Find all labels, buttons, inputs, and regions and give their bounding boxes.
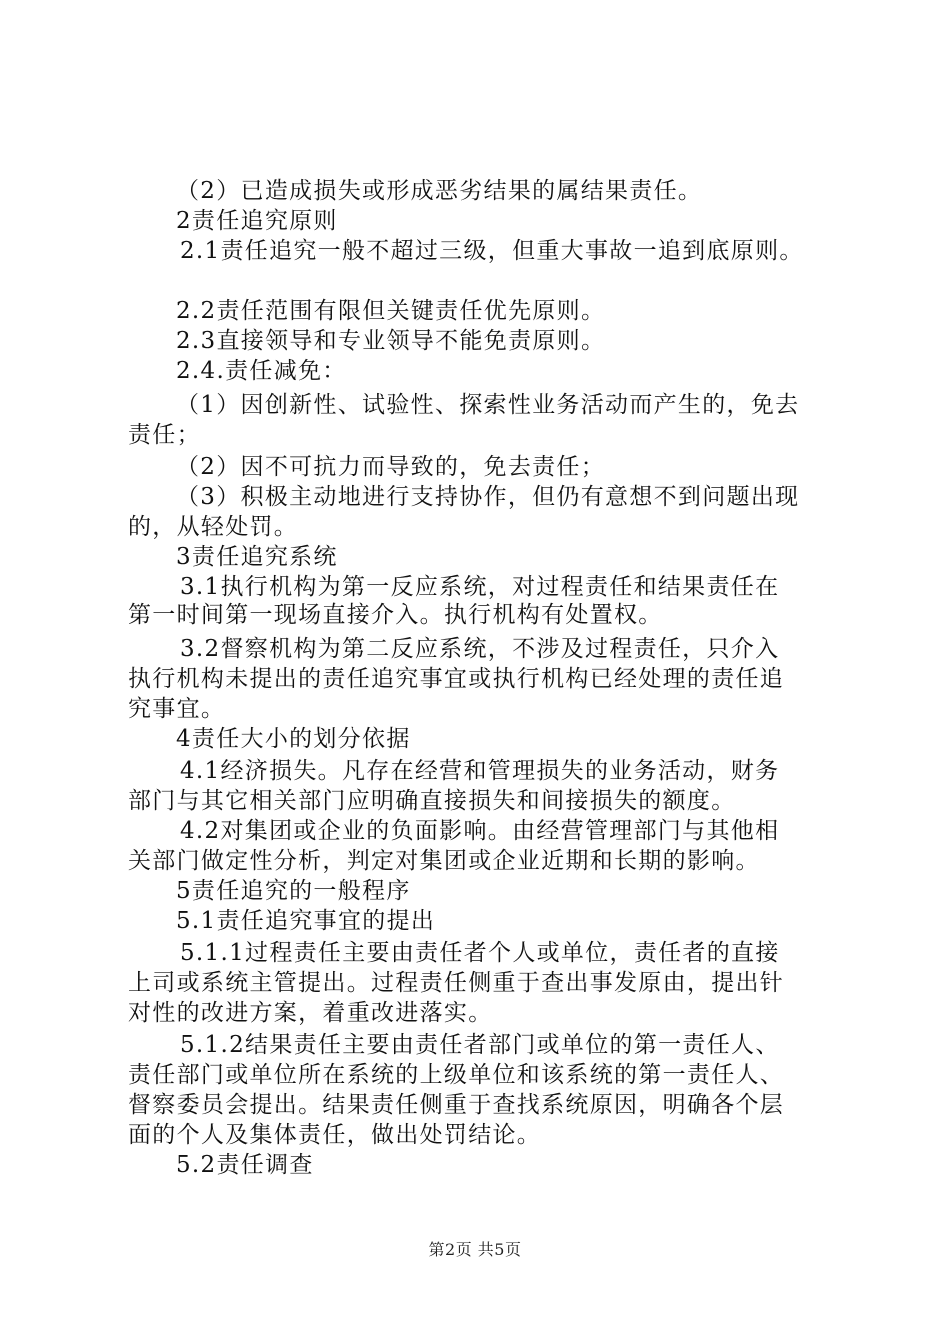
text-line: 3.1执行机构为第一反应系统，对过程责任和结果责任在 xyxy=(180,574,780,600)
text-line: 责任； xyxy=(128,422,201,448)
text-line: 2.1责任追究一般不超过三级，但重大事故一追到底原则。 xyxy=(180,238,804,264)
page-number-footer: 第2页 共5页 xyxy=(428,1240,522,1259)
text-line: 责任部门或单位所在系统的上级单位和该系统的第一责任人、 xyxy=(128,1062,785,1088)
text-line: 4.2对集团或企业的负面影响。由经营管理部门与其他相 xyxy=(180,818,780,844)
text-line: 执行机构未提出的责任追究事宜或执行机构已经处理的责任追 xyxy=(128,666,785,692)
text-line: 部门与其它相关部门应明确直接损失和间接损失的额度。 xyxy=(128,788,736,814)
text-line: 督察委员会提出。结果责任侧重于查找系统原因，明确各个层 xyxy=(128,1092,785,1118)
text-line: 5.1.2结果责任主要由责任者部门或单位的第一责任人、 xyxy=(180,1032,780,1058)
section-heading: 2责任追究原则 xyxy=(176,208,338,234)
text-line: （1）因创新性、试验性、探索性业务活动而产生的，免去 xyxy=(176,392,800,418)
text-line: 第一时间第一现场直接介入。执行机构有处置权。 xyxy=(128,602,663,628)
text-line: 4.1经济损失。凡存在经营和管理损失的业务活动，财务 xyxy=(180,758,780,784)
section-heading: 5责任追究的一般程序 xyxy=(176,878,411,904)
text-line: 2.3直接领导和专业领导不能免责原则。 xyxy=(176,328,606,354)
text-line: 5.1责任追究事宜的提出 xyxy=(176,908,436,934)
text-line: 2.4.责任减免： xyxy=(176,358,347,384)
text-line: （2）因不可抗力而导致的，免去责任； xyxy=(176,454,606,480)
text-line: 上司或系统主管提出。过程责任侧重于查出事发原由，提出针 xyxy=(128,970,785,996)
text-line: （3）积极主动地进行支持协作，但仍有意想不到问题出现 xyxy=(176,484,800,510)
text-line: （2）已造成损失或形成恶劣结果的属结果责任。 xyxy=(176,178,703,204)
text-line: 3.2督察机构为第二反应系统，不涉及过程责任，只介入 xyxy=(180,636,780,662)
text-line: 面的个人及集体责任，做出处罚结论。 xyxy=(128,1122,542,1148)
text-line: 对性的改进方案，着重改进落实。 xyxy=(128,1000,493,1026)
text-line: 2.2责任范围有限但关键责任优先原则。 xyxy=(176,298,606,324)
section-heading: 3责任追究系统 xyxy=(176,544,338,570)
section-heading: 4责任大小的划分依据 xyxy=(176,726,411,752)
text-line: 的，从轻处罚。 xyxy=(128,514,299,540)
text-line: 5.1.1过程责任主要由责任者个人或单位，责任者的直接 xyxy=(180,940,780,966)
text-line: 5.2责任调查 xyxy=(176,1152,314,1178)
text-line: 关部门做定性分析，判定对集团或企业近期和长期的影响。 xyxy=(128,848,760,874)
text-line: 究事宜。 xyxy=(128,696,226,722)
